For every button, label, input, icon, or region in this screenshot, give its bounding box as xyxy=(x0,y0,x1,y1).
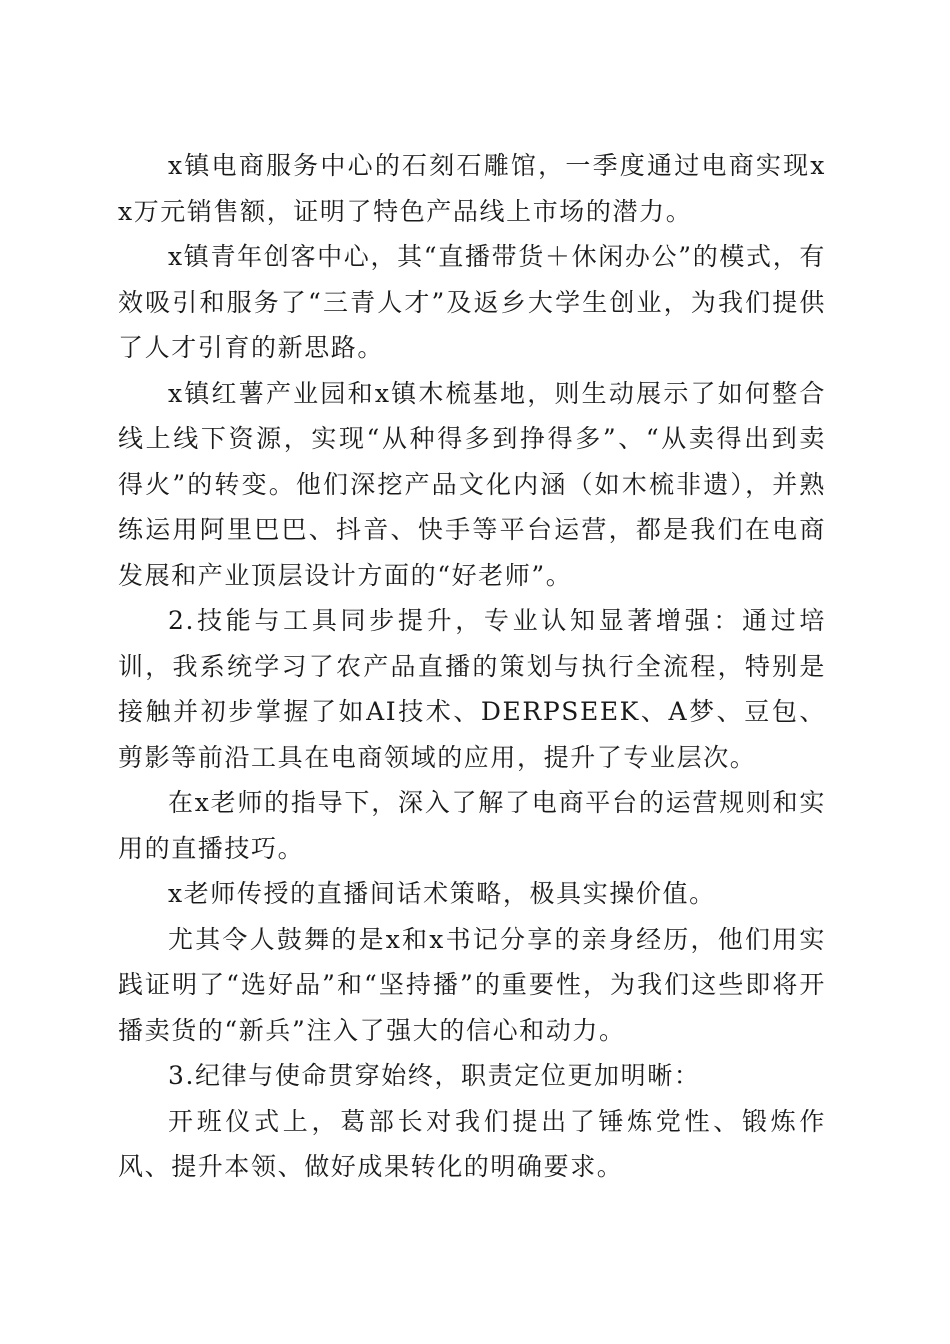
paragraph-industrial-park: x镇红薯产业园和x镇木梳基地，则生动展示了如何整合线上线下资源，实现“从种得多到挣得多”、“从卖得出到卖得火”的转变。他们深挖产品文化内涵（如木梳非遗），并熟练运用阿里巴巴、抖音、快手等平台运营，都是我们在电商发展和产业顶层设计方面的“好老师”。 xyxy=(118,378,826,590)
paragraph-opening-ceremony: 开班仪式上，葛部长对我们提出了锤炼党性、锻炼作风、提升本领、做好成果转化的明确要求。 xyxy=(118,1106,826,1181)
paragraph-youth-maker-center: x镇青年创客中心，其“直播带货＋休闲办公”的模式，有效吸引和服务了“三青人才”及返乡大学生创业，为我们提供了人才引育的新思路。 xyxy=(118,242,826,362)
paragraph-livestream-script: x老师传授的直播间话术策略，极具实操价值。 xyxy=(168,879,716,908)
paragraph-teacher-guidance: 在x老师的指导下，深入了解了电商平台的运营规则和实用的直播技巧。 xyxy=(118,788,826,863)
paragraph-discipline-heading: 3.纪律与使命贯穿始终，职责定位更加明晰： xyxy=(168,1061,701,1090)
paragraph-secretary-experience: 尤其令人鼓舞的是x和x书记分享的亲身经历，他们用实践证明了“选好品”和“坚持播”的重要性，为我们这些即将开播卖货的“新兵”注入了强大的信心和动力。 xyxy=(118,924,826,1045)
paragraph-skills-tools: 2.技能与工具同步提升，专业认知显著增强：通过培训，我系统学习了农产品直播的策划与执行全流程，特别是接触并初步掌握了如AI技术、DERPSEEK、A梦、豆包、剪影等前沿工具在电商领域的应用，提升了专业层次。 xyxy=(118,606,826,772)
document-page xyxy=(118,143,826,1190)
paragraph-stone-carving: x镇电商服务中心的石刻石雕馆，一季度通过电商实现xx万元销售额，证明了特色产品线上市场的潜力。 xyxy=(118,151,826,226)
